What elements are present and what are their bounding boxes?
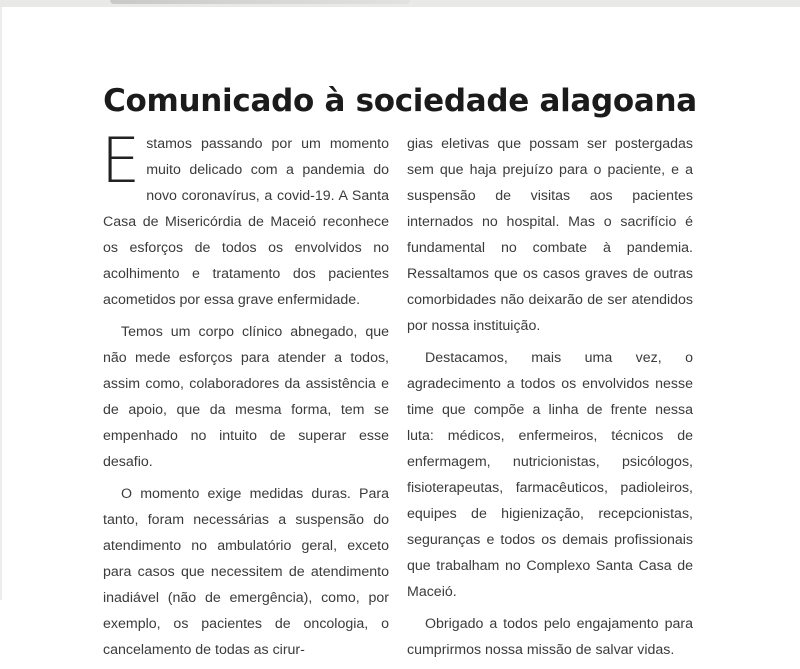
top-banner-strip: [0, 0, 800, 7]
article-paragraph-5: Obrigado a todos pelo engajamento para cumprirmos nossa missão de salvar vidas.: [407, 616, 693, 658]
article-paragraph-4: Destacamos, mais uma vez, o agradecimento a todos os envolvidos nesse time que compõe a linha de frente nessa luta: médicos, enfermeiros, técnicos de enfermagem, nutricionistas, psicólogos, fisioterapeutas, farmacêuticos, padioleiros, equipes de higienização, recepcionistas, seguranças e todos os demais profissionais que trabalham no Complexo Santa Casa de Maceió.: [407, 350, 693, 600]
article-paragraph-2: Temos um corpo clínico abnegado, que não mede esforços para atender a todos, assim como, colaboradores da assistência e de apoio, que da mesma forma, tem se empenhado no intuito de superar esse desafio.: [103, 324, 389, 470]
article-column-right: [407, 131, 693, 669]
article-paragraph-3: O momento exige medidas duras. Para tanto, foram necessárias a suspensão do atendimento no ambulatório geral, exceto para casos que necessitem de atendimento inadiável (não de emergência), como, por exemplo, os pacientes de oncologia, o cancelamento de todas as cirur-: [103, 486, 389, 658]
banner-shadow: [110, 0, 410, 4]
article-column-left: [101, 124, 389, 669]
article-paragraph-3-continued: gias eletivas que possam ser postergadas sem que haja prejuízo para o paciente, e a suspensão de visitas aos pacientes internados no hospital. Mas o sacrifício é fundamental no combate à pandemia. Ressaltamos que os casos graves de outras comorbidades não deixarão de ser atendidos por nossa instituição.: [407, 136, 693, 334]
article-paragraph-1-text: stamos passando por um momento muito delicado com a pandemia do novo coronavírus, a covid-19. A Santa Casa de Misericórdia de Maceió reconhece os esforços de todos os envolvidos no acolhimento e tratamento dos pacientes acometidos por essa grave enfermidade.: [103, 136, 389, 308]
article-paragraph-1: [101, 124, 389, 313]
drop-cap: E: [101, 124, 141, 197]
article-title: Comunicado à sociedade alagoana: [103, 82, 697, 119]
